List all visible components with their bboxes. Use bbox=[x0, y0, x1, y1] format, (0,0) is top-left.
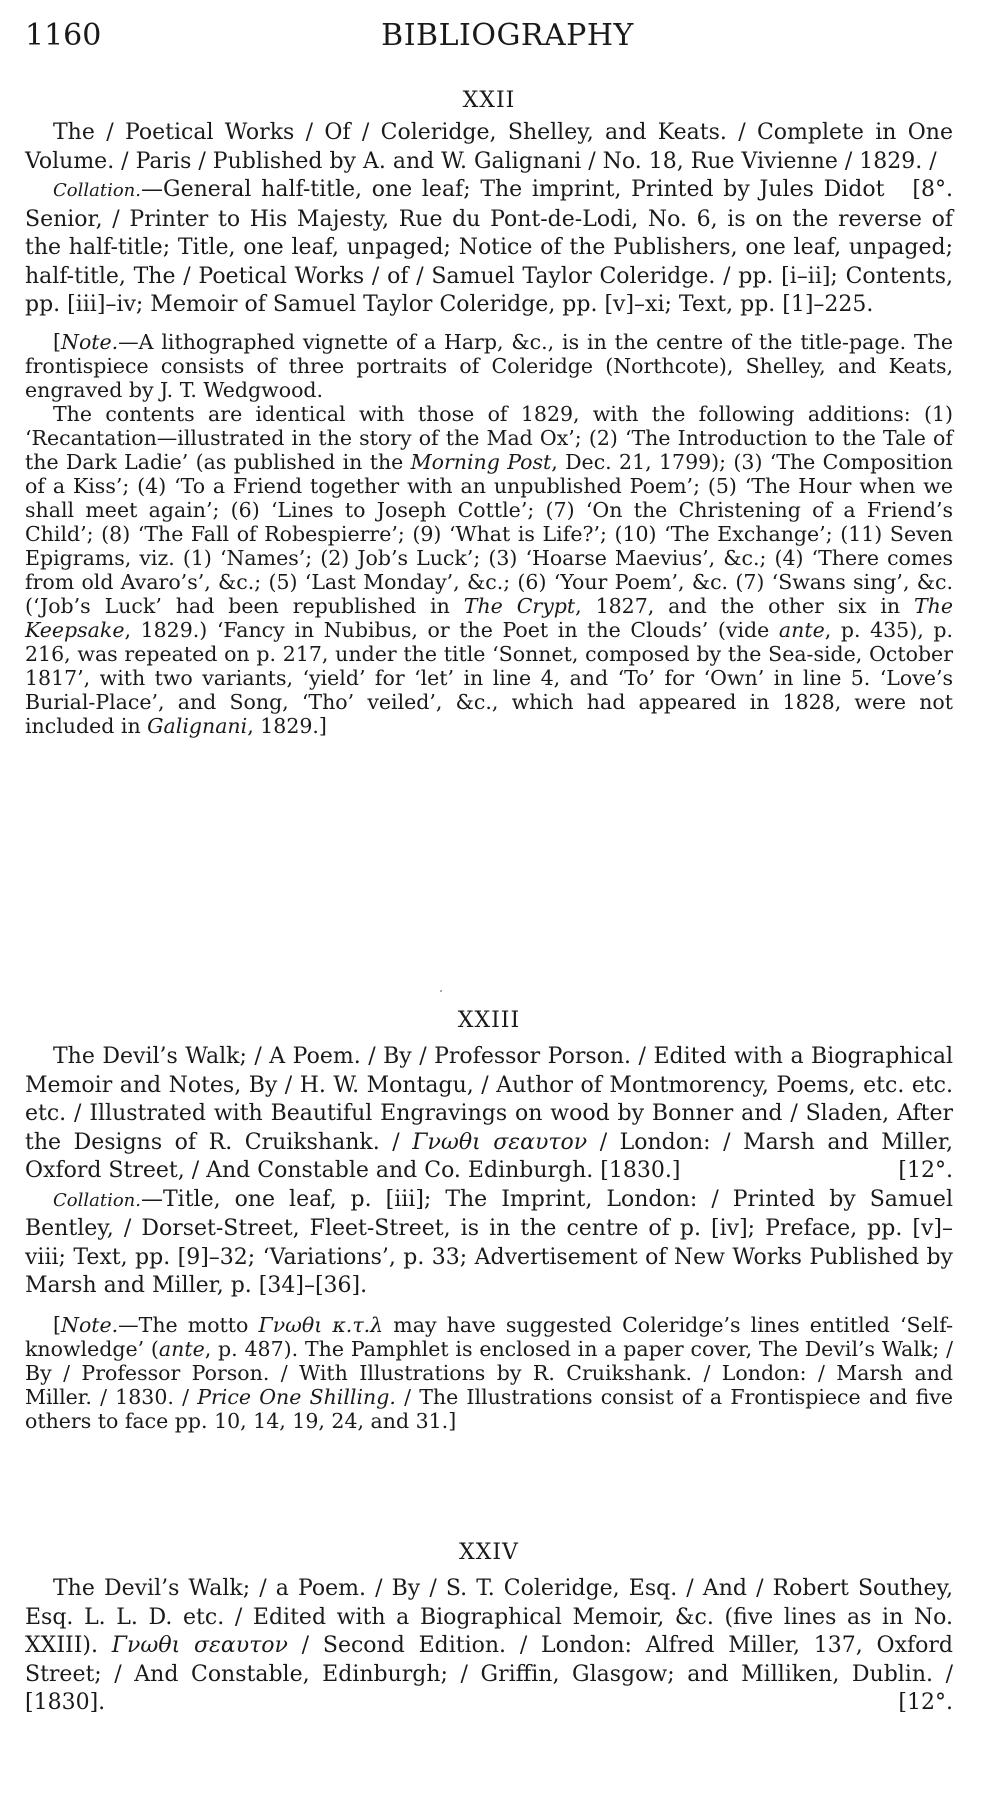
title-text: The / Poetical Works / Of / Coleridge, Shelley, and Keats. / Complete in One Volume. / Paris / Published by A. and W. Galignani / No. 18, Rue Vivienne / 1829. / bbox=[25, 120, 953, 174]
note-contents bbox=[25, 402, 953, 738]
note-text: / The Illustrations consist of a Frontispiece and five others to face pp. 10, 14, 19, 24, and 31.] bbox=[25, 1384, 954, 1433]
entry-title bbox=[25, 1575, 953, 1718]
note-text: —A lithographed vignette of a Harp, &c., is in the centre of the title-page. The frontispiece consists of three portraits of Coleridge (Northcote), Shelley, and Keats, engraved by J. T. Wedgwood. bbox=[25, 329, 953, 402]
entry-number: XXII bbox=[462, 88, 516, 113]
format-mark: [12°. bbox=[898, 1690, 953, 1715]
title-text: The Devil’s Walk; / a Poem. / By / S. T. Coleridge, Esq. / And / Robert Southey, Esq. L. L. D. etc. / Edited with a Biographical Memoir, &c. (five lines as in No. XXIII). bbox=[25, 1576, 953, 1658]
collation-label: Collation. bbox=[53, 180, 141, 201]
collation bbox=[25, 176, 953, 320]
note-text: , p. 487). The Pamphlet is enclosed in a paper cover, The Devil’s Walk; / By / Professor Porson. / With Illustrations by R. Cruikshank. / London: / Marsh and Miller. / 1830. / bbox=[25, 1336, 953, 1409]
italic-title: Galignani bbox=[147, 713, 248, 738]
format-mark: [8°. bbox=[912, 177, 953, 202]
italic-word: ante bbox=[158, 1336, 205, 1361]
note-text: , 1827, and the other six in bbox=[575, 593, 914, 618]
note-text: , 1829.) ‘Fancy in Nubibus, or the Poet in the Clouds’ (vide bbox=[124, 617, 779, 642]
page-header bbox=[25, 18, 950, 58]
note-text: , Dec. 21, 1799); (3) ‘The Composition of a Kiss’; (4) ‘To a Friend together with an unpublished Poem’; (5) ‘The Hour when we shall meet again’; (6) ‘Lines to Joseph Cottle’; (7) ‘On the Christening of a Friend’s Child’; (8) ‘The Fall of Robespierre’; (9) ‘What is Life?’; (10) ‘The Exchange’; (11) Seven Epigrams, viz. (1) ‘Names’; (2) Job’s Luck’; (3) ‘Hoarse Maevius’, &c.; (4) ‘There comes from old Avaro’s’, &c.; (5) ‘Last Monday’, &c.; (6) ‘Your Poem’, &c. (7) ‘Swans sing’, &c. (‘Job’s Luck’ had been republished in bbox=[25, 449, 953, 618]
greek-motto: Γνωθι σεαυτον bbox=[111, 1633, 288, 1658]
collation-text: —Title, one leaf, p. [iii]; The Imprint, London: / Printed by Samuel Bentley, / Dorset-Street, Fleet-Street, is in the centre of p. [iv]; Preface, pp. [v]–viii; Text, pp. [9]–32; ‘Variations’, p. 33; Advertisement of New Works Published by Marsh and Miller, p. [34]–[36]. bbox=[25, 1186, 953, 1298]
collation bbox=[25, 1186, 953, 1301]
note-text: , p. 435), p. 216, was repeated on p. 217, under the title ‘Sonnet, composed by the Sea-side, October 1817’, with two variants, ‘yield’ for ‘let’ in line 4, and ‘To’ for ‘Own’ in line 5. ‘Love’s Burial-Place’, and Song, ‘Tho’ veiled’, &c., which had appeared in 1828, were not included in bbox=[25, 617, 953, 738]
italic-title: The Keepsake bbox=[25, 593, 954, 642]
running-head: BIBLIOGRAPHY bbox=[381, 18, 634, 53]
note-text: The contents are identical with those of 1829, with the following additions: (1) ‘Recantation—illustrated in the story of the Mad Ox’; (2) ‘The Introduction to the Tale of the Dark Ladie’ (as published in the bbox=[25, 401, 953, 474]
note-label: Note. bbox=[61, 1312, 119, 1337]
entry-title bbox=[25, 1043, 953, 1186]
entry-number: XXIV bbox=[459, 1540, 519, 1565]
italic-word: ante bbox=[778, 617, 825, 642]
italic-title: The Crypt bbox=[463, 593, 576, 618]
collation-text: —General half-title, one leaf; The imprint, Printed by Jules Didot Senior, / Printer to His Majesty, Rue du Pont-de-Lodi, No. 6, is on the reverse of the half-title; Title, one leaf, unpaged; Notice of the Publishers, one leaf, unpaged; half-title, The / Poetical Works / of / Samuel Taylor Coleridge. / pp. [i–ii]; Contents, pp. [iii]–iv; Memoir of Samuel Taylor Coleridge, pp. [v]–xi; Text, pp. [1]–225. bbox=[25, 177, 953, 317]
entry-number: XXIII bbox=[457, 1008, 521, 1033]
italic-title: Morning Post bbox=[410, 449, 552, 474]
title-text: / Second Edition. / London: Alfred Miller, 137, Oxford Street; / And Constable, Edinburgh; / Griffin, Glasgow; and Milliken, Dublin. / [1830]. bbox=[25, 1633, 953, 1715]
greek-motto: Γνωθι σεαυτον bbox=[412, 1129, 588, 1155]
print-speck bbox=[440, 990, 442, 992]
entry-xxii bbox=[25, 88, 953, 738]
entry-xxiv bbox=[25, 1540, 953, 1718]
title-text: / London: / Marsh and Miller, Oxford Street, / And Constable and Co. Edinburgh. [1830.] bbox=[25, 1129, 953, 1183]
italic-price: Price One Shilling. bbox=[197, 1384, 396, 1409]
note bbox=[25, 330, 953, 402]
format-mark: [12°. bbox=[898, 1158, 953, 1183]
note-label: Note. bbox=[61, 329, 119, 354]
entry-xxiii bbox=[25, 1008, 953, 1433]
greek-motto: Γνωθι κ.τ.λ bbox=[258, 1312, 384, 1337]
page-number: 1160 bbox=[25, 18, 102, 53]
note-bracket: [ bbox=[53, 1312, 61, 1337]
note-bracket: [ bbox=[53, 329, 61, 354]
collation-label: Collation. bbox=[53, 1189, 141, 1211]
title-text: The Devil’s Walk; / A Poem. / By / Professor Porson. / Edited with a Biographical Memoir and Notes, By / H. W. Montagu, / Author of Montmorency, Poems, etc. etc. etc. / Illustrated with Beautiful Engravings on wood by Bonner and / Sladen, After the Designs of R. Cruikshank. / bbox=[25, 1044, 953, 1155]
note-text: —The motto bbox=[118, 1312, 259, 1337]
note bbox=[25, 1313, 953, 1433]
note-text: , 1829.] bbox=[247, 713, 327, 738]
note-text: may have suggested Coleridge’s lines entitled ‘Self-knowledge’ ( bbox=[25, 1312, 954, 1361]
